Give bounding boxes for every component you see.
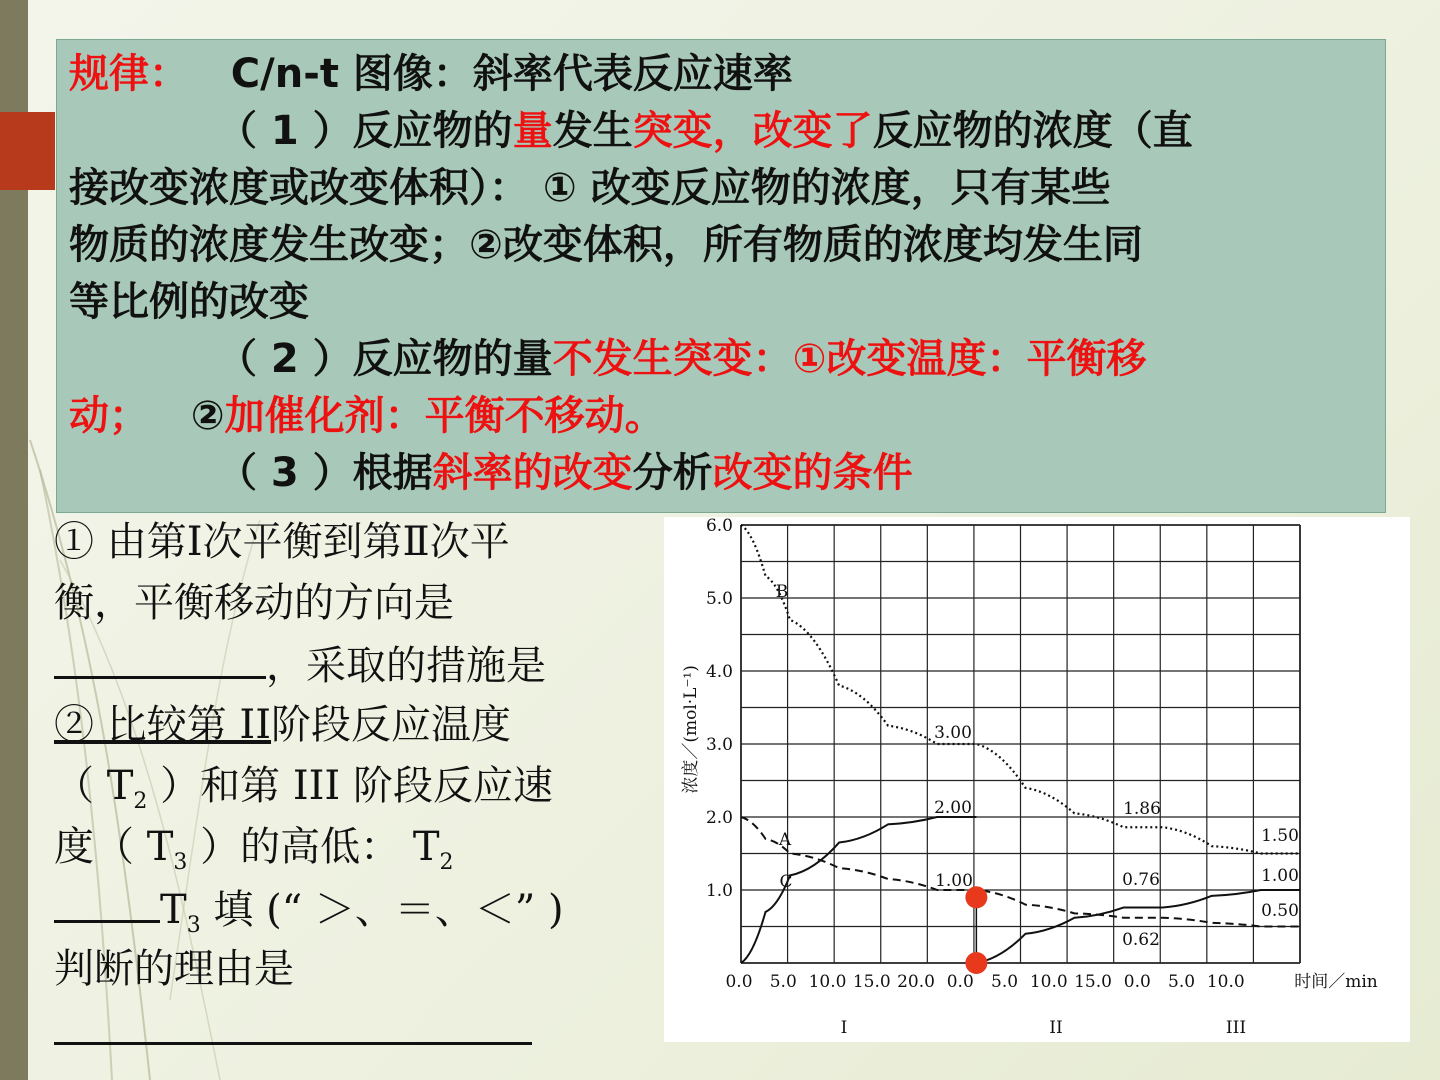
rule-highlight: 突变，改变了 [632, 108, 873, 154]
x-tick-label: 0.0 [725, 972, 753, 992]
rule-point-2 [69, 331, 1385, 388]
y-tick-label: 6.0 [705, 517, 733, 536]
subscript: 2 [133, 789, 148, 814]
question-text-span: 度（ T [54, 824, 174, 870]
x-tick-label: 15.0 [1074, 972, 1112, 992]
x-tick-label: 0.0 [1123, 972, 1151, 992]
x-tick-label: 20.0 [897, 972, 935, 992]
chart-svg [664, 517, 1410, 1042]
rule-text: （ 1 ）反应物的 [217, 108, 513, 154]
question-underlined: ② 比较第 II [54, 702, 272, 748]
subscript: 2 [439, 850, 454, 875]
rule-text: ② [176, 393, 225, 439]
y-tick-label: 1.0 [705, 881, 733, 901]
question-text-span: T [160, 887, 187, 933]
rule-highlight: 改变的条件 [712, 450, 913, 496]
answer-blank-2[interactable] [54, 878, 160, 923]
x-tick-label: 5.0 [1168, 972, 1196, 992]
x-tick-label: 15.0 [852, 972, 891, 992]
question-line-7 [54, 878, 654, 939]
question-text-span: （ T [54, 763, 134, 809]
rule-text: 分析 [632, 450, 713, 496]
rule-topic: C/n-t 图像：斜率代表反应速率 [230, 51, 793, 97]
rule-heading-line [69, 46, 1385, 103]
question-line-8: 判断的理由是 [54, 946, 294, 992]
question-line-2: 衡，平衡移动的方向是 [54, 580, 454, 626]
question-text-span: ）和第 III 阶段反应速 [147, 763, 553, 809]
stage-label: I [840, 1018, 848, 1038]
question-line-4 [54, 695, 654, 756]
question-line-6 [54, 817, 654, 878]
y-tick-label: 4.0 [705, 662, 733, 682]
highlight-marker [965, 886, 987, 908]
answer-blank-1[interactable] [54, 634, 266, 679]
x-tick-label: 10.0 [1029, 972, 1068, 992]
rule-highlight: 动； [69, 393, 149, 439]
x-tick-label: 5.0 [769, 972, 797, 992]
data-label: 1.00 [935, 871, 973, 891]
question-line-1: ① 由第Ⅰ次平衡到第Ⅱ次平 [54, 519, 510, 565]
chart-grid [741, 525, 1300, 963]
rule-summary-box [56, 39, 1386, 513]
x-tick-label: 10.0 [808, 972, 847, 992]
question-line-3 [54, 634, 654, 695]
question-text-span: 填 (“ ＞、＝、＜” ) [200, 887, 564, 933]
data-label: 0.62 [1122, 930, 1160, 950]
data-label: 2.00 [934, 798, 972, 818]
rule-highlight: 不发生突变：①改变温度：平衡移 [552, 336, 1147, 382]
question-text-span: 阶段反应温度 [271, 702, 512, 748]
series-label-a: A [778, 830, 792, 850]
rule-highlight: 加催化剂：平衡不移动。 [224, 393, 665, 439]
x-axis-label: 时间／min [1294, 972, 1378, 992]
data-label: 1.86 [1123, 799, 1161, 819]
rule-text: （ 3 ）根据 [217, 450, 433, 496]
question-text-span: ）的高低： T [187, 824, 440, 870]
y-tick-label: 2.0 [705, 808, 733, 828]
highlight-marker [965, 952, 987, 974]
data-label: 0.50 [1261, 901, 1299, 921]
data-label: 0.76 [1122, 870, 1160, 890]
y-tick-label: 3.0 [705, 735, 733, 755]
series-label-c: C [779, 872, 793, 892]
rule-label: 规律： [69, 51, 189, 97]
answer-blank-3[interactable] [54, 1000, 532, 1045]
series-label-b: B [775, 582, 789, 602]
question-text-span: ，采取的措施是 [266, 643, 546, 689]
question-line-9 [54, 1000, 654, 1061]
data-label: 3.00 [934, 723, 972, 743]
y-tick-label: 5.0 [705, 589, 733, 609]
rule-highlight: 量 [512, 108, 553, 154]
question-line-5 [54, 756, 654, 817]
rule-point-1-line-2: 接改变浓度或改变体积）： ① 改变反应物的浓度，只有某些 [69, 165, 1111, 211]
x-tick-label: 5.0 [991, 972, 1019, 992]
rule-text: 反应物的浓度（直 [872, 108, 1193, 154]
rule-point-1-line-3: 物质的浓度发生改变；②改变体积，所有物质的浓度均发生同 [69, 222, 1143, 268]
stage-label: III [1225, 1018, 1247, 1038]
rule-point-1-line-4: 等比例的改变 [69, 279, 309, 325]
rule-point-2-line-2 [69, 388, 1385, 445]
rule-highlight: 斜率的改变 [432, 450, 633, 496]
rule-text: 发生 [552, 108, 633, 154]
concentration-time-chart [664, 517, 1410, 1042]
rule-point-3 [69, 445, 1385, 502]
y-axis-label: 浓度／(mol·L⁻¹) [681, 665, 701, 794]
subscript: 3 [173, 850, 188, 875]
stage-label: II [1049, 1018, 1063, 1038]
x-tick-label: 0.0 [946, 972, 974, 992]
data-label: 1.00 [1261, 866, 1299, 886]
data-label: 1.50 [1261, 826, 1299, 846]
rule-point-1 [69, 103, 1385, 160]
subscript: 3 [186, 913, 201, 938]
x-tick-label: 10.0 [1206, 972, 1245, 992]
rule-text: （ 2 ）反应物的量 [217, 336, 553, 382]
question-text [54, 512, 654, 1061]
